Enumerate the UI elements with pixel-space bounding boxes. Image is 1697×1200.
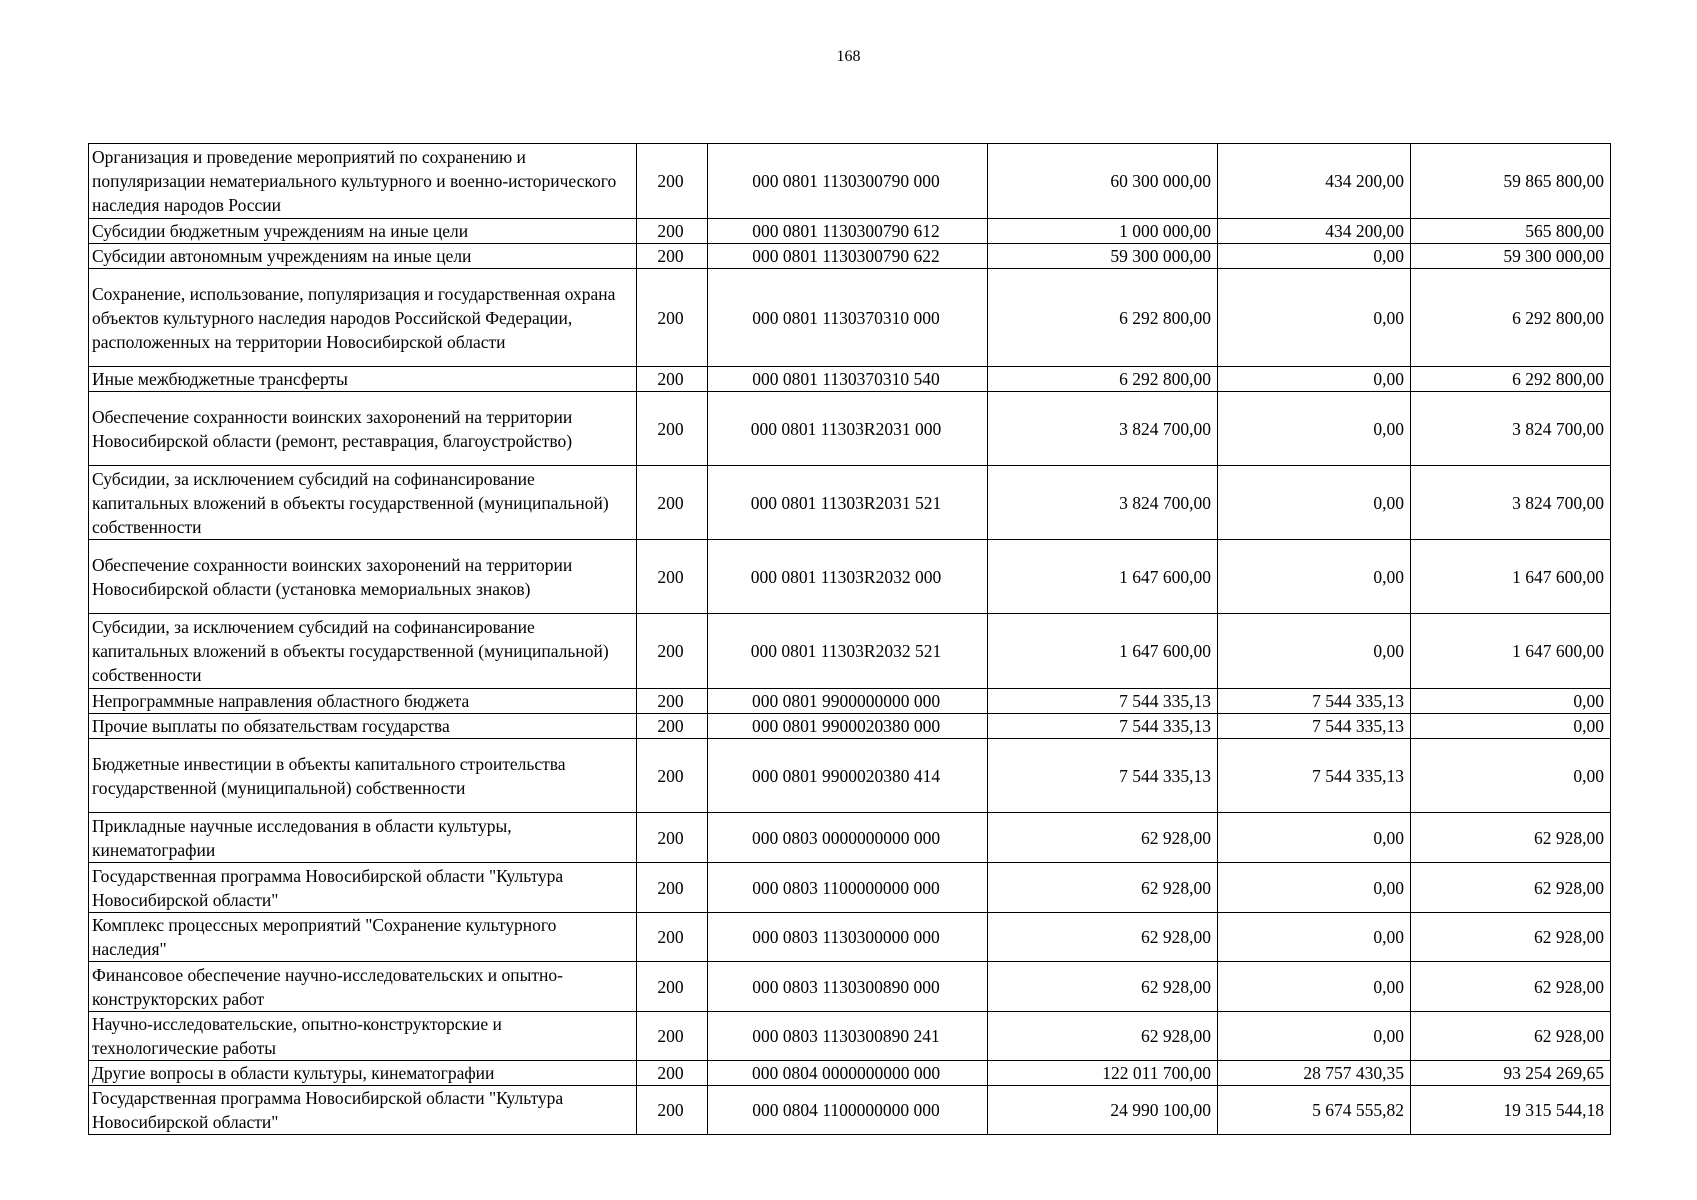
cell-planned-amount: 1 647 600,00: [988, 540, 1218, 614]
table-row: [89, 739, 1611, 813]
cell-admin-code: 200: [637, 813, 708, 863]
cell-classification-code: 000 0801 9900020380 000: [708, 714, 988, 739]
cell-remaining-amount: 62 928,00: [1411, 913, 1611, 962]
cell-classification-code: 000 0804 0000000000 000: [708, 1061, 988, 1086]
table-row: [89, 244, 1611, 269]
cell-name: Субсидии автономным учреждениям на иные цели: [89, 244, 637, 269]
cell-classification-code: 000 0801 11303R2032 521: [708, 614, 988, 689]
cell-remaining-amount: 6 292 800,00: [1411, 367, 1611, 392]
cell-executed-amount: 0,00: [1218, 813, 1411, 863]
cell-remaining-amount: 3 824 700,00: [1411, 392, 1611, 466]
cell-executed-amount: 0,00: [1218, 269, 1411, 367]
cell-executed-amount: 0,00: [1218, 244, 1411, 269]
cell-planned-amount: 62 928,00: [988, 863, 1218, 913]
cell-admin-code: 200: [637, 269, 708, 367]
cell-classification-code: 000 0801 1130300790 612: [708, 219, 988, 244]
cell-classification-code: 000 0801 9900000000 000: [708, 689, 988, 714]
cell-admin-code: 200: [637, 739, 708, 813]
cell-executed-amount: 7 544 335,13: [1218, 689, 1411, 714]
cell-classification-code: 000 0803 0000000000 000: [708, 813, 988, 863]
table-row: [89, 144, 1611, 219]
cell-name: Обеспечение сохранности воинских захоронений на территории Новосибирской области (установка мемориальных знаков): [89, 540, 637, 614]
table-row: [89, 689, 1611, 714]
cell-name: Научно-исследовательские, опытно-конструкторские и технологические работы: [89, 1012, 637, 1061]
cell-admin-code: 200: [637, 962, 708, 1012]
table-row: [89, 962, 1611, 1012]
cell-classification-code: 000 0803 1130300000 000: [708, 913, 988, 962]
cell-planned-amount: 7 544 335,13: [988, 714, 1218, 739]
cell-planned-amount: 3 824 700,00: [988, 392, 1218, 466]
cell-classification-code: 000 0804 1100000000 000: [708, 1086, 988, 1135]
cell-executed-amount: 0,00: [1218, 614, 1411, 689]
cell-executed-amount: 0,00: [1218, 392, 1411, 466]
cell-admin-code: 200: [637, 244, 708, 269]
cell-remaining-amount: 62 928,00: [1411, 1012, 1611, 1061]
cell-remaining-amount: 62 928,00: [1411, 962, 1611, 1012]
table-row: [89, 863, 1611, 913]
cell-executed-amount: 434 200,00: [1218, 219, 1411, 244]
cell-planned-amount: 6 292 800,00: [988, 367, 1218, 392]
cell-name: Субсидии, за исключением субсидий на софинансирование капитальных вложений в объекты государственной (муниципальной) собственности: [89, 466, 637, 540]
cell-remaining-amount: 0,00: [1411, 739, 1611, 813]
cell-classification-code: 000 0801 1130370310 000: [708, 269, 988, 367]
cell-admin-code: 200: [637, 144, 708, 219]
cell-name: Сохранение, использование, популяризация и государственная охрана объектов культурного наследия народов Российской Федерации, расположенных на территории Новосибирской области: [89, 269, 637, 367]
cell-executed-amount: 7 544 335,13: [1218, 714, 1411, 739]
cell-name: Непрограммные направления областного бюджета: [89, 689, 637, 714]
cell-executed-amount: 28 757 430,35: [1218, 1061, 1411, 1086]
cell-executed-amount: 0,00: [1218, 913, 1411, 962]
cell-name: Прикладные научные исследования в области культуры, кинематографии: [89, 813, 637, 863]
cell-remaining-amount: 1 647 600,00: [1411, 540, 1611, 614]
table-row: [89, 540, 1611, 614]
cell-remaining-amount: 3 824 700,00: [1411, 466, 1611, 540]
table-row: [89, 913, 1611, 962]
cell-classification-code: 000 0803 1100000000 000: [708, 863, 988, 913]
cell-remaining-amount: 1 647 600,00: [1411, 614, 1611, 689]
cell-name: Прочие выплаты по обязательствам государства: [89, 714, 637, 739]
table-row: [89, 269, 1611, 367]
cell-executed-amount: 0,00: [1218, 466, 1411, 540]
cell-planned-amount: 62 928,00: [988, 1012, 1218, 1061]
cell-executed-amount: 0,00: [1218, 863, 1411, 913]
cell-executed-amount: 0,00: [1218, 367, 1411, 392]
cell-remaining-amount: 565 800,00: [1411, 219, 1611, 244]
cell-planned-amount: 1 000 000,00: [988, 219, 1218, 244]
cell-admin-code: 200: [637, 219, 708, 244]
cell-name: Субсидии, за исключением субсидий на софинансирование капитальных вложений в объекты государственной (муниципальной) собственности: [89, 614, 637, 689]
table-row: [89, 219, 1611, 244]
cell-executed-amount: 0,00: [1218, 962, 1411, 1012]
cell-admin-code: 200: [637, 1086, 708, 1135]
cell-classification-code: 000 0801 1130300790 622: [708, 244, 988, 269]
cell-executed-amount: 5 674 555,82: [1218, 1086, 1411, 1135]
cell-name: Иные межбюджетные трансферты: [89, 367, 637, 392]
table-row: [89, 813, 1611, 863]
cell-remaining-amount: 19 315 544,18: [1411, 1086, 1611, 1135]
cell-planned-amount: 62 928,00: [988, 813, 1218, 863]
cell-planned-amount: 62 928,00: [988, 913, 1218, 962]
cell-planned-amount: 24 990 100,00: [988, 1086, 1218, 1135]
cell-planned-amount: 62 928,00: [988, 962, 1218, 1012]
cell-classification-code: 000 0801 11303R2032 000: [708, 540, 988, 614]
cell-classification-code: 000 0801 9900020380 414: [708, 739, 988, 813]
table-row: [89, 1012, 1611, 1061]
cell-admin-code: 200: [637, 863, 708, 913]
table-row: [89, 614, 1611, 689]
cell-planned-amount: 3 824 700,00: [988, 466, 1218, 540]
cell-executed-amount: 0,00: [1218, 1012, 1411, 1061]
cell-admin-code: 200: [637, 913, 708, 962]
cell-planned-amount: 7 544 335,13: [988, 689, 1218, 714]
cell-planned-amount: 1 647 600,00: [988, 614, 1218, 689]
table-row: [89, 466, 1611, 540]
budget-execution-table: [88, 143, 1611, 1135]
cell-name: Финансовое обеспечение научно-исследовательских и опытно-конструкторских работ: [89, 962, 637, 1012]
cell-executed-amount: 0,00: [1218, 540, 1411, 614]
cell-classification-code: 000 0801 1130370310 540: [708, 367, 988, 392]
cell-name: Государственная программа Новосибирской области "Культура Новосибирской области": [89, 1086, 637, 1135]
cell-planned-amount: 59 300 000,00: [988, 244, 1218, 269]
cell-classification-code: 000 0801 11303R2031 000: [708, 392, 988, 466]
cell-executed-amount: 434 200,00: [1218, 144, 1411, 219]
cell-admin-code: 200: [637, 714, 708, 739]
cell-admin-code: 200: [637, 540, 708, 614]
cell-admin-code: 200: [637, 614, 708, 689]
cell-classification-code: 000 0803 1130300890 000: [708, 962, 988, 1012]
cell-classification-code: 000 0801 1130300790 000: [708, 144, 988, 219]
cell-remaining-amount: 59 300 000,00: [1411, 244, 1611, 269]
table-row: [89, 1061, 1611, 1086]
page-number: 168: [836, 48, 861, 65]
cell-name: Другие вопросы в области культуры, кинематографии: [89, 1061, 637, 1086]
cell-name: Субсидии бюджетным учреждениям на иные цели: [89, 219, 637, 244]
cell-remaining-amount: 93 254 269,65: [1411, 1061, 1611, 1086]
cell-admin-code: 200: [637, 1061, 708, 1086]
cell-classification-code: 000 0801 11303R2031 521: [708, 466, 988, 540]
cell-admin-code: 200: [637, 392, 708, 466]
cell-admin-code: 200: [637, 689, 708, 714]
cell-name: Бюджетные инвестиции в объекты капитального строительства государственной (муниципальной) собственности: [89, 739, 637, 813]
cell-remaining-amount: 62 928,00: [1411, 863, 1611, 913]
cell-classification-code: 000 0803 1130300890 241: [708, 1012, 988, 1061]
cell-name: Организация и проведение мероприятий по сохранению и популяризации нематериального культурного и военно-исторического наследия народов России: [89, 144, 637, 219]
cell-executed-amount: 7 544 335,13: [1218, 739, 1411, 813]
table-row: [89, 392, 1611, 466]
table-row: [89, 367, 1611, 392]
cell-planned-amount: 122 011 700,00: [988, 1061, 1218, 1086]
cell-name: Комплекс процессных мероприятий "Сохранение культурного наследия": [89, 913, 637, 962]
cell-planned-amount: 60 300 000,00: [988, 144, 1218, 219]
cell-remaining-amount: 59 865 800,00: [1411, 144, 1611, 219]
cell-remaining-amount: 62 928,00: [1411, 813, 1611, 863]
cell-remaining-amount: 6 292 800,00: [1411, 269, 1611, 367]
cell-admin-code: 200: [637, 367, 708, 392]
cell-remaining-amount: 0,00: [1411, 689, 1611, 714]
table-body: [89, 144, 1611, 1135]
cell-admin-code: 200: [637, 1012, 708, 1061]
cell-planned-amount: 6 292 800,00: [988, 269, 1218, 367]
table-row: [89, 1086, 1611, 1135]
cell-name: Обеспечение сохранности воинских захоронений на территории Новосибирской области (ремонт, реставрация, благоустройство): [89, 392, 637, 466]
table-row: [89, 714, 1611, 739]
cell-name: Государственная программа Новосибирской области "Культура Новосибирской области": [89, 863, 637, 913]
cell-planned-amount: 7 544 335,13: [988, 739, 1218, 813]
cell-remaining-amount: 0,00: [1411, 714, 1611, 739]
cell-admin-code: 200: [637, 466, 708, 540]
